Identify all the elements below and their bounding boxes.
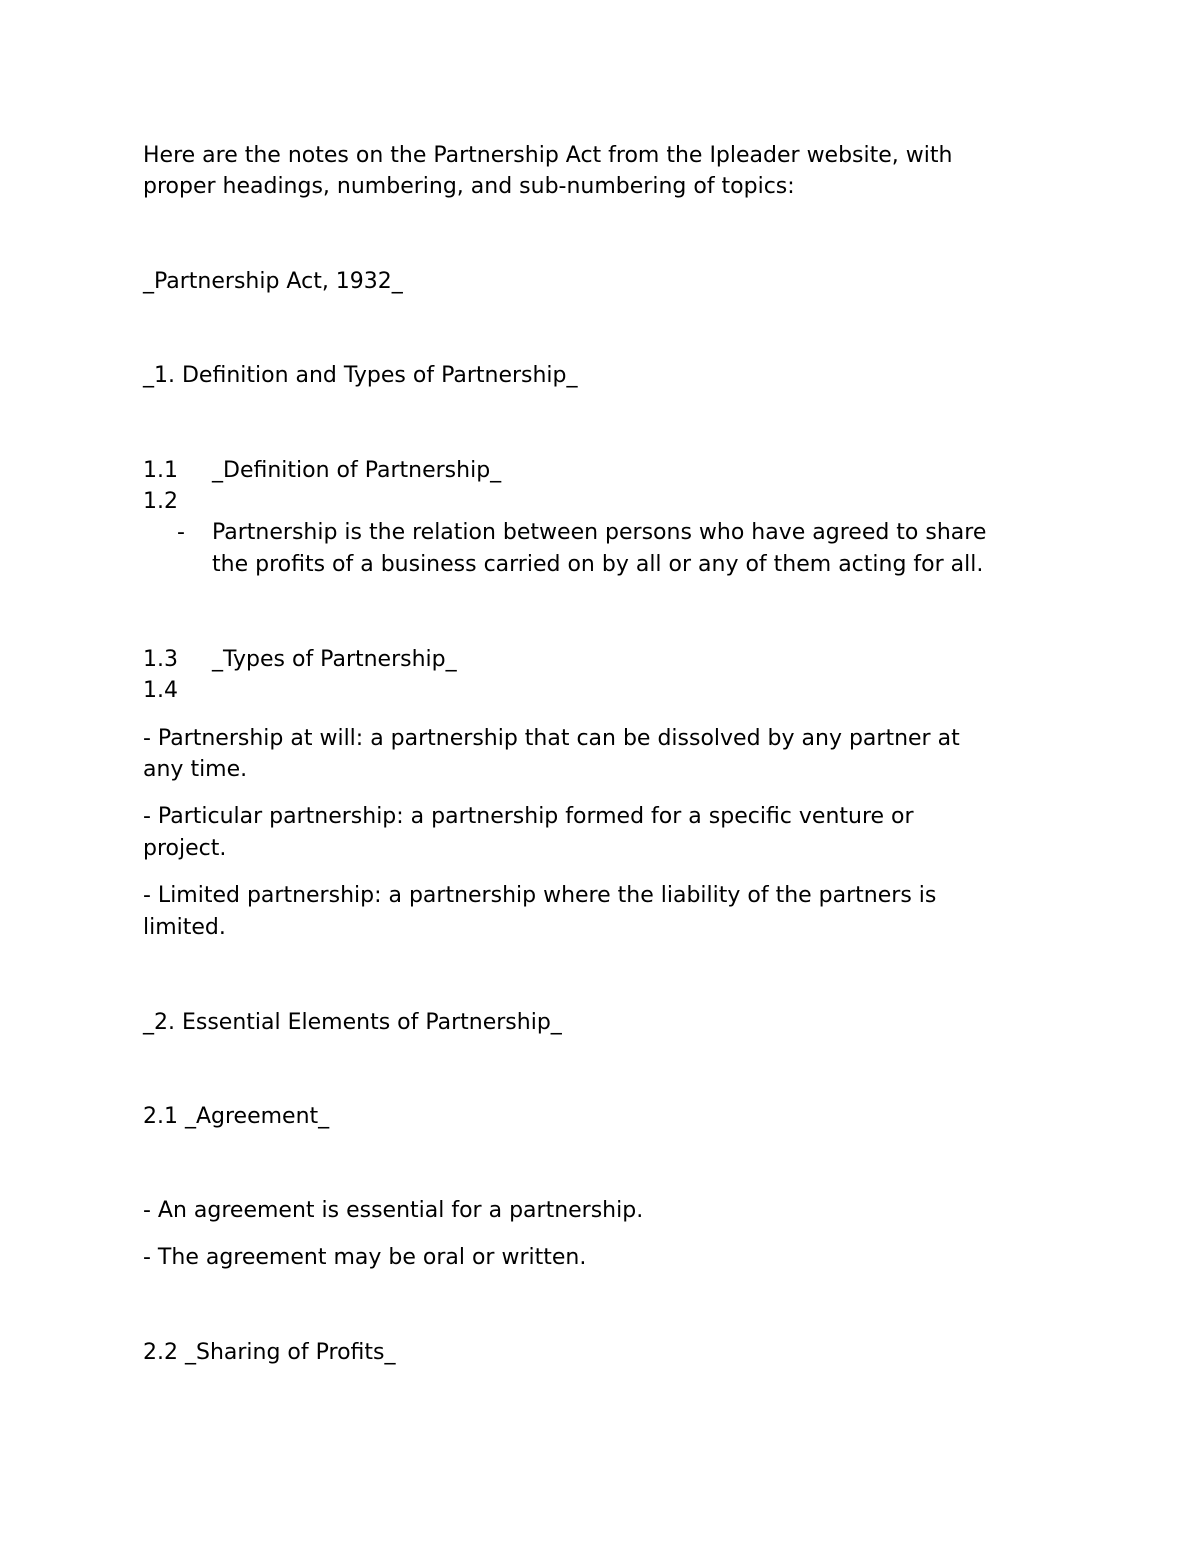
- definition-bullet-line-1: Partnership is the relation between persons who have agreed to share: [212, 520, 987, 545]
- document-title: _Partnership Act, 1932_: [143, 269, 403, 294]
- subsection-heading-agreement: 2.1 _Agreement_: [143, 1104, 330, 1129]
- subsection-number-1-4: 1.4: [143, 678, 178, 703]
- section-2-heading: _2. Essential Elements of Partnership_: [143, 1010, 562, 1035]
- list-item: limited.: [143, 915, 226, 940]
- subsection-number-1-2: 1.2: [143, 489, 178, 514]
- subsection-number-1-1: 1.1: [143, 458, 178, 483]
- list-item: - An agreement is essential for a partnership.: [143, 1198, 644, 1223]
- bullet-marker: -: [177, 520, 185, 545]
- subsection-heading-definition: _Definition of Partnership_: [212, 458, 502, 483]
- subsection-number-1-3: 1.3: [143, 647, 178, 672]
- subsection-heading-sharing-of-profits: 2.2 _Sharing of Profits_: [143, 1340, 396, 1365]
- list-item: - The agreement may be oral or written.: [143, 1245, 587, 1270]
- intro-line-2: proper headings, numbering, and sub-numbering of topics:: [143, 174, 795, 199]
- list-item: - Limited partnership: a partnership where the liability of the partners is: [143, 883, 937, 908]
- list-item: - Particular partnership: a partnership formed for a specific venture or: [143, 804, 914, 829]
- definition-bullet-line-2: the profits of a business carried on by all or any of them acting for all.: [212, 552, 984, 577]
- section-1-heading: _1. Definition and Types of Partnership_: [143, 363, 578, 388]
- list-item: - Partnership at will: a partnership that can be dissolved by any partner at: [143, 726, 960, 751]
- list-item: project.: [143, 836, 227, 861]
- subsection-heading-types: _Types of Partnership_: [212, 647, 457, 672]
- list-item: any time.: [143, 757, 248, 782]
- intro-line-1: Here are the notes on the Partnership Act from the Ipleader website, with: [143, 143, 953, 168]
